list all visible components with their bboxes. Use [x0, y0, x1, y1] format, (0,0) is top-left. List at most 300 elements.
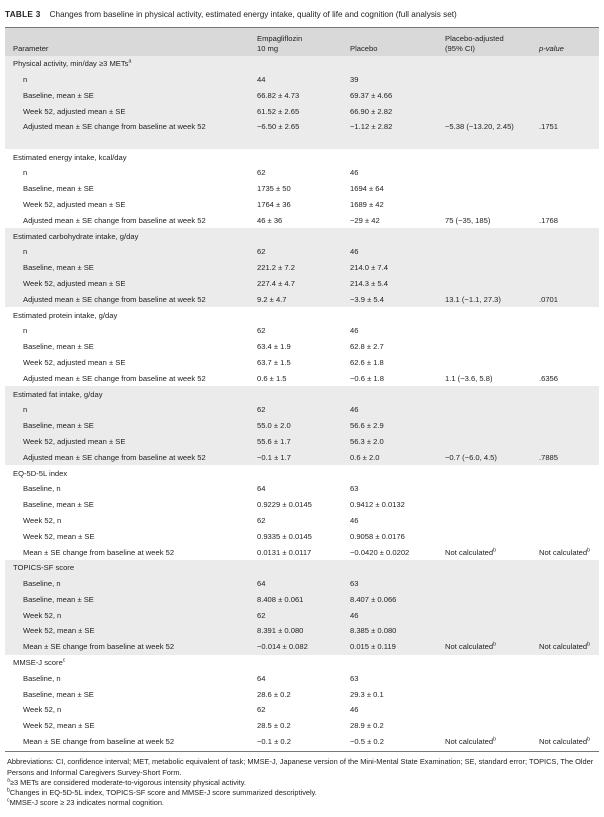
empagliflozin-cell	[249, 623, 342, 639]
pvalue-cell-value: .1768	[539, 215, 559, 225]
empagliflozin-cell-value: 55.0 ± 2.0	[257, 421, 291, 431]
empagliflozin-cell-value: 8.408 ± 0.061	[257, 594, 304, 604]
placebo-adjusted-cell	[437, 718, 531, 734]
placebo-adjusted-cell	[437, 607, 531, 623]
empagliflozin-cell	[249, 528, 342, 544]
placebo-adjusted-cell-value: Not calculated	[445, 642, 494, 652]
placebo-adjusted-cell	[437, 576, 531, 592]
section-title-text: Estimated protein intake, g/day	[13, 310, 118, 320]
empagliflozin-cell-value: 63.4 ± 1.9	[257, 342, 291, 352]
table-row	[5, 181, 599, 197]
table-row	[5, 686, 599, 702]
footnote-a: $^a$≥3 METs are considered moderate-to-vigorous intensity physical activity.	[7, 777, 246, 787]
pvalue-cell	[531, 72, 599, 88]
row-label: Baseline, n	[23, 673, 61, 683]
empagliflozin-cell	[249, 181, 342, 197]
section-title-footnote-mark: c	[62, 657, 66, 664]
placebo-adjusted-cell	[437, 402, 531, 418]
table-row	[5, 276, 599, 292]
table-title: Changes from baseline in physical activity, estimated energy intake, quality of life and cognition (full analysis set)	[49, 10, 457, 19]
placebo-adjusted-cell	[437, 88, 531, 104]
pvalue-cell	[531, 244, 599, 260]
header-placebo: Placebo	[342, 28, 437, 56]
empagliflozin-cell	[249, 323, 342, 339]
table-row	[5, 481, 599, 497]
pvalue-cell	[531, 323, 599, 339]
empagliflozin-cell	[249, 355, 342, 371]
placebo-cell	[342, 88, 437, 104]
empagliflozin-cell-value: 62	[257, 610, 266, 620]
placebo-cell-value: 63	[350, 673, 359, 683]
placebo-cell	[342, 165, 437, 181]
table-row	[5, 212, 599, 228]
table-row	[5, 244, 599, 260]
placebo-cell-value: −0.5 ± 0.2	[350, 737, 384, 747]
table-row	[5, 702, 599, 718]
placebo-adjusted-cell	[437, 734, 531, 750]
placebo-cell-value: 62.6 ± 1.8	[350, 357, 384, 367]
table-row	[5, 576, 599, 592]
pvalue-cell	[531, 528, 599, 544]
table-row	[5, 260, 599, 276]
table-row	[5, 418, 599, 434]
section-title	[5, 307, 599, 323]
empagliflozin-cell-value: 55.6 ± 1.7	[257, 436, 291, 446]
row-label: Adjusted mean ± SE change from baseline at week 52	[5, 291, 249, 307]
placebo-cell	[342, 513, 437, 529]
row-label: n	[23, 168, 28, 178]
empagliflozin-cell	[249, 103, 342, 119]
pvalue-cell	[531, 686, 599, 702]
row-label: Week 52, n	[5, 607, 249, 623]
placebo-adjusted-cell-value: Not calculated	[445, 547, 494, 557]
section-title-text: EQ-5D-5L index	[13, 468, 68, 478]
table-body	[5, 56, 599, 749]
placebo-cell	[342, 418, 437, 434]
placebo-cell	[342, 670, 437, 686]
placebo-cell-value: 28.9 ± 0.2	[350, 721, 384, 731]
row-label: Week 52, adjusted mean ± SE	[5, 276, 249, 292]
empagliflozin-cell-value: 46 ± 36	[257, 215, 283, 225]
section-title	[5, 655, 599, 671]
placebo-cell	[342, 103, 437, 119]
footnote-mark: b	[493, 546, 497, 553]
section-title-text: Physical activity, min/day ≥3 METs	[13, 59, 129, 69]
footnote-mark: b	[493, 736, 497, 743]
placebo-adjusted-cell	[437, 370, 531, 386]
section-title	[5, 228, 599, 244]
footnote-mark: b	[587, 546, 591, 553]
empagliflozin-cell	[249, 119, 342, 149]
empagliflozin-cell-value: 62	[257, 326, 266, 336]
pvalue-cell-value: .0701	[539, 294, 559, 304]
pvalue-cell	[531, 544, 599, 560]
placebo-cell	[342, 370, 437, 386]
empagliflozin-cell-value: 64	[257, 673, 266, 683]
row-label: Baseline, mean ± SE	[5, 418, 249, 434]
empagliflozin-cell-value: 44	[257, 75, 266, 85]
pvalue-cell	[531, 402, 599, 418]
pvalue-cell-value: .1751	[539, 122, 559, 132]
placebo-adjusted-cell	[437, 103, 531, 119]
empagliflozin-cell	[249, 513, 342, 529]
pvalue-cell	[531, 449, 599, 465]
empagliflozin-cell-value: 64	[257, 484, 266, 494]
empagliflozin-cell	[249, 434, 342, 450]
placebo-cell-value: 0.9058 ± 0.0176	[350, 531, 405, 541]
table-row	[5, 449, 599, 465]
placebo-adjusted-cell-value: −5.38 (−13.20, 2.45)	[445, 122, 514, 132]
empagliflozin-cell-value: 221.2 ± 7.2	[257, 263, 295, 273]
pvalue-cell	[531, 702, 599, 718]
empagliflozin-cell-value: 0.6 ± 1.5	[257, 373, 287, 383]
placebo-cell	[342, 119, 437, 149]
table-row	[5, 544, 599, 560]
table-caption	[5, 5, 599, 24]
footnote-mark: b	[587, 736, 591, 743]
placebo-cell	[342, 244, 437, 260]
pvalue-cell	[531, 103, 599, 119]
header-adj-line1: Placebo-adjusted	[445, 34, 504, 43]
pvalue-cell	[531, 197, 599, 213]
placebo-adjusted-cell	[437, 513, 531, 529]
row-label: Baseline, mean ± SE	[5, 592, 249, 608]
placebo-cell-value: 46	[350, 405, 359, 415]
empagliflozin-cell	[249, 418, 342, 434]
placebo-cell	[342, 576, 437, 592]
section-heading-row	[5, 307, 599, 323]
empagliflozin-cell-value: 0.9335 ± 0.0145	[257, 531, 312, 541]
placebo-adjusted-cell	[437, 497, 531, 513]
row-label: Week 52, n	[23, 705, 62, 715]
empagliflozin-cell-value: 63.7 ± 1.5	[257, 357, 291, 367]
empagliflozin-cell-value: 61.52 ± 2.65	[257, 106, 300, 116]
section-heading-row	[5, 149, 599, 165]
empagliflozin-cell	[249, 276, 342, 292]
placebo-cell	[342, 544, 437, 560]
pvalue-cell-value: Not calculated	[539, 737, 588, 747]
placebo-adjusted-cell	[437, 291, 531, 307]
placebo-adjusted-cell	[437, 639, 531, 655]
placebo-cell-value: −1.12 ± 2.82	[350, 122, 393, 132]
empagliflozin-cell	[249, 244, 342, 260]
placebo-cell	[342, 718, 437, 734]
row-label: Adjusted mean ± SE change from baseline at week 52	[5, 119, 249, 149]
placebo-cell	[342, 339, 437, 355]
empagliflozin-cell-value: 227.4 ± 4.7	[257, 278, 295, 288]
placebo-cell	[342, 72, 437, 88]
row-label: n	[23, 326, 28, 336]
row-label: Baseline, mean ± SE	[23, 342, 94, 352]
placebo-cell	[342, 734, 437, 750]
table-row	[5, 72, 599, 88]
table-row	[5, 639, 599, 655]
empagliflozin-cell	[249, 639, 342, 655]
results-table	[5, 28, 599, 749]
header-empagliflozin	[249, 28, 342, 56]
section-title-text: Estimated fat intake, g/day	[13, 389, 103, 399]
empagliflozin-cell-value: 1735 ± 50	[257, 184, 291, 194]
pvalue-cell	[531, 418, 599, 434]
row-label: Baseline, mean ± SE	[5, 260, 249, 276]
header-placebo-adjusted	[437, 28, 531, 56]
pvalue-cell	[531, 276, 599, 292]
placebo-cell-value: 46	[350, 705, 359, 715]
placebo-adjusted-cell	[437, 528, 531, 544]
placebo-adjusted-cell	[437, 434, 531, 450]
empagliflozin-cell-value: 8.391 ± 0.080	[257, 626, 304, 636]
empagliflozin-cell	[249, 686, 342, 702]
empagliflozin-cell	[249, 544, 342, 560]
row-label: Week 52, n	[23, 515, 62, 525]
empagliflozin-cell	[249, 734, 342, 750]
table-row	[5, 607, 599, 623]
empagliflozin-cell-value: 62	[257, 705, 266, 715]
placebo-adjusted-cell	[437, 72, 531, 88]
empagliflozin-cell-value: 62	[257, 247, 266, 257]
placebo-cell	[342, 481, 437, 497]
table-label: TABLE 3	[5, 10, 41, 19]
row-label: Adjusted mean ± SE change from baseline at week 52	[23, 373, 206, 383]
row-label: Baseline, mean ± SE	[23, 689, 94, 699]
table-row	[5, 718, 599, 734]
row-label: n	[5, 72, 249, 88]
placebo-adjusted-cell	[437, 212, 531, 228]
section-title	[5, 149, 599, 165]
placebo-cell	[342, 449, 437, 465]
pvalue-cell-value: Not calculated	[539, 547, 588, 557]
row-label: Week 52, adjusted mean ± SE	[23, 357, 126, 367]
placebo-cell-value: −29 ± 42	[350, 215, 380, 225]
empagliflozin-cell-value: 0.9229 ± 0.0145	[257, 500, 312, 510]
placebo-cell-value: 1694 ± 64	[350, 184, 384, 194]
footnote-mark: b	[587, 641, 591, 648]
placebo-adjusted-cell	[437, 592, 531, 608]
section-title	[5, 465, 599, 481]
header-row	[5, 28, 599, 56]
placebo-cell-value: 214.0 ± 7.4	[350, 263, 388, 273]
empagliflozin-cell	[249, 402, 342, 418]
table-row	[5, 103, 599, 119]
document	[5, 5, 599, 808]
empagliflozin-cell-value: 64	[257, 579, 266, 589]
table-row	[5, 370, 599, 386]
section-heading-row	[5, 560, 599, 576]
pvalue-cell	[531, 88, 599, 104]
placebo-cell-value: 0.9412 ± 0.0132	[350, 500, 405, 510]
pvalue-cell	[531, 339, 599, 355]
empagliflozin-cell-value: 62	[257, 515, 266, 525]
empagliflozin-cell	[249, 481, 342, 497]
pvalue-cell	[531, 370, 599, 386]
placebo-cell	[342, 623, 437, 639]
empagliflozin-cell	[249, 370, 342, 386]
row-label: Mean ± SE change from baseline at week 52	[23, 547, 175, 557]
section-heading-row	[5, 228, 599, 244]
pvalue-cell	[531, 670, 599, 686]
empagliflozin-cell	[249, 718, 342, 734]
section-title	[5, 386, 599, 402]
placebo-adjusted-cell	[437, 323, 531, 339]
pvalue-cell	[531, 355, 599, 371]
empagliflozin-cell-value: −0.014 ± 0.082	[257, 642, 308, 652]
placebo-cell	[342, 355, 437, 371]
placebo-cell-value: 39	[350, 75, 359, 85]
placebo-cell-value: 46	[350, 515, 359, 525]
table-row	[5, 119, 599, 149]
placebo-adjusted-cell	[437, 449, 531, 465]
table-row	[5, 623, 599, 639]
pvalue-cell-value: .7885	[539, 452, 559, 462]
section-title	[5, 560, 599, 576]
placebo-cell-value: −0.0420 ± 0.0202	[350, 547, 410, 557]
section-title	[5, 56, 599, 72]
empagliflozin-cell-value: 66.82 ± 4.73	[257, 90, 300, 100]
row-label: Baseline, mean ± SE	[23, 184, 94, 194]
section-heading-row	[5, 386, 599, 402]
placebo-cell-value: 56.6 ± 2.9	[350, 421, 384, 431]
section-heading-row	[5, 465, 599, 481]
pvalue-cell	[531, 260, 599, 276]
placebo-cell	[342, 592, 437, 608]
pvalue-cell	[531, 734, 599, 750]
row-label: Week 52, adjusted mean ± SE	[23, 199, 126, 209]
table-row	[5, 434, 599, 450]
placebo-cell-value: −3.9 ± 5.4	[350, 294, 384, 304]
placebo-adjusted-cell	[437, 544, 531, 560]
table-row	[5, 528, 599, 544]
row-label: Baseline, mean ± SE	[5, 88, 249, 104]
pvalue-cell	[531, 119, 599, 149]
section-title-text: Estimated energy intake, kcal/day	[13, 152, 127, 162]
row-label: Week 52, adjusted mean ± SE	[5, 434, 249, 450]
empagliflozin-cell	[249, 592, 342, 608]
placebo-adjusted-cell	[437, 670, 531, 686]
pvalue-cell	[531, 165, 599, 181]
placebo-adjusted-cell	[437, 260, 531, 276]
placebo-adjusted-cell	[437, 339, 531, 355]
table-row	[5, 197, 599, 213]
placebo-adjusted-cell	[437, 181, 531, 197]
empagliflozin-cell-value: 62	[257, 168, 266, 178]
placebo-cell-value: 69.37 ± 4.66	[350, 90, 393, 100]
empagliflozin-cell-value: 0.0131 ± 0.0117	[257, 547, 312, 557]
empagliflozin-cell-value: −6.50 ± 2.65	[257, 122, 300, 132]
placebo-adjusted-cell	[437, 686, 531, 702]
placebo-adjusted-cell-value: Not calculated	[445, 737, 494, 747]
placebo-cell-value: 214.3 ± 5.4	[350, 278, 388, 288]
table-row	[5, 670, 599, 686]
placebo-cell	[342, 181, 437, 197]
placebo-adjusted-cell-value: 1.1 (−3.6, 5.8)	[445, 373, 493, 383]
table-row	[5, 88, 599, 104]
empagliflozin-cell-value: 1764 ± 36	[257, 199, 291, 209]
empagliflozin-cell	[249, 291, 342, 307]
placebo-cell	[342, 686, 437, 702]
pvalue-cell	[531, 291, 599, 307]
placebo-cell-value: 56.3 ± 2.0	[350, 436, 384, 446]
header-parameter: Parameter	[5, 28, 249, 56]
footnote-abbreviations: Abbreviations: CI, confidence interval; MET, metabolic equivalent of task; MMSE-J, Japanese version of the Mini-Mental State Examination; SE, standard error; TOPICS, The Older Persons and Informal Caregivers Survey-Short Form.	[7, 757, 594, 777]
placebo-cell-value: 1689 ± 42	[350, 199, 384, 209]
placebo-cell-value: 46	[350, 247, 359, 257]
footnote-b: $^b$Changes in EQ-5D-5L index, TOPICS-SF score and MMSE-J score summarized descriptively.	[7, 787, 317, 798]
empagliflozin-cell	[249, 72, 342, 88]
empagliflozin-cell-value: −0.1 ± 1.7	[257, 452, 291, 462]
empagliflozin-cell-value: 62	[257, 405, 266, 415]
pvalue-cell	[531, 639, 599, 655]
placebo-cell-value: 46	[350, 168, 359, 178]
row-label: Week 52, mean ± SE	[5, 623, 249, 639]
section-heading-row	[5, 56, 599, 72]
placebo-cell	[342, 276, 437, 292]
pvalue-cell-value: Not calculated	[539, 642, 588, 652]
pvalue-cell	[531, 181, 599, 197]
empagliflozin-cell-value: 9.2 ± 4.7	[257, 294, 287, 304]
pvalue-cell	[531, 513, 599, 529]
row-label: n	[5, 244, 249, 260]
row-label: Adjusted mean ± SE change from baseline at week 52	[23, 215, 206, 225]
section-title-footnote-mark: a	[128, 58, 132, 65]
empagliflozin-cell	[249, 212, 342, 228]
placebo-cell-value: 63	[350, 579, 359, 589]
placebo-adjusted-cell	[437, 197, 531, 213]
row-label: Week 52, adjusted mean ± SE	[5, 103, 249, 119]
pvalue-cell	[531, 212, 599, 228]
placebo-cell	[342, 702, 437, 718]
footnote-c: $^c$MMSE-J score ≥ 23 indicates normal cognition.	[7, 797, 164, 808]
pvalue-cell	[531, 718, 599, 734]
placebo-adjusted-cell	[437, 623, 531, 639]
table-row	[5, 339, 599, 355]
empagliflozin-cell-value: 28.5 ± 0.2	[257, 721, 291, 731]
placebo-cell	[342, 497, 437, 513]
placebo-adjusted-cell-value: −0.7 (−6.0, 4.5)	[445, 452, 497, 462]
empagliflozin-cell	[249, 339, 342, 355]
pvalue-cell	[531, 607, 599, 623]
pvalue-cell	[531, 592, 599, 608]
placebo-adjusted-cell	[437, 702, 531, 718]
row-label: Baseline, n	[23, 484, 61, 494]
empagliflozin-cell	[249, 702, 342, 718]
header-pvalue: p-value	[531, 28, 599, 56]
pvalue-cell	[531, 481, 599, 497]
empagliflozin-cell	[249, 449, 342, 465]
table-row	[5, 402, 599, 418]
pvalue-cell	[531, 576, 599, 592]
placebo-cell	[342, 260, 437, 276]
placebo-cell	[342, 323, 437, 339]
placebo-cell-value: 66.90 ± 2.82	[350, 106, 393, 116]
placebo-cell	[342, 197, 437, 213]
row-label: Mean ± SE change from baseline at week 52	[23, 737, 175, 747]
placebo-cell-value: 8.385 ± 0.080	[350, 626, 397, 636]
row-label: Week 52, mean ± SE	[23, 531, 95, 541]
pvalue-cell	[531, 623, 599, 639]
header-empa-line1: Empagliflozin	[257, 34, 303, 43]
empagliflozin-cell	[249, 497, 342, 513]
placebo-cell	[342, 212, 437, 228]
empagliflozin-cell	[249, 576, 342, 592]
placebo-cell-value: −0.6 ± 1.8	[350, 373, 384, 383]
placebo-cell	[342, 607, 437, 623]
footnote-mark: b	[493, 641, 497, 648]
row-label: Mean ± SE change from baseline at week 52	[5, 639, 249, 655]
empagliflozin-cell	[249, 197, 342, 213]
placebo-adjusted-cell	[437, 481, 531, 497]
placebo-cell-value: 0.6 ± 2.0	[350, 452, 380, 462]
placebo-cell	[342, 528, 437, 544]
